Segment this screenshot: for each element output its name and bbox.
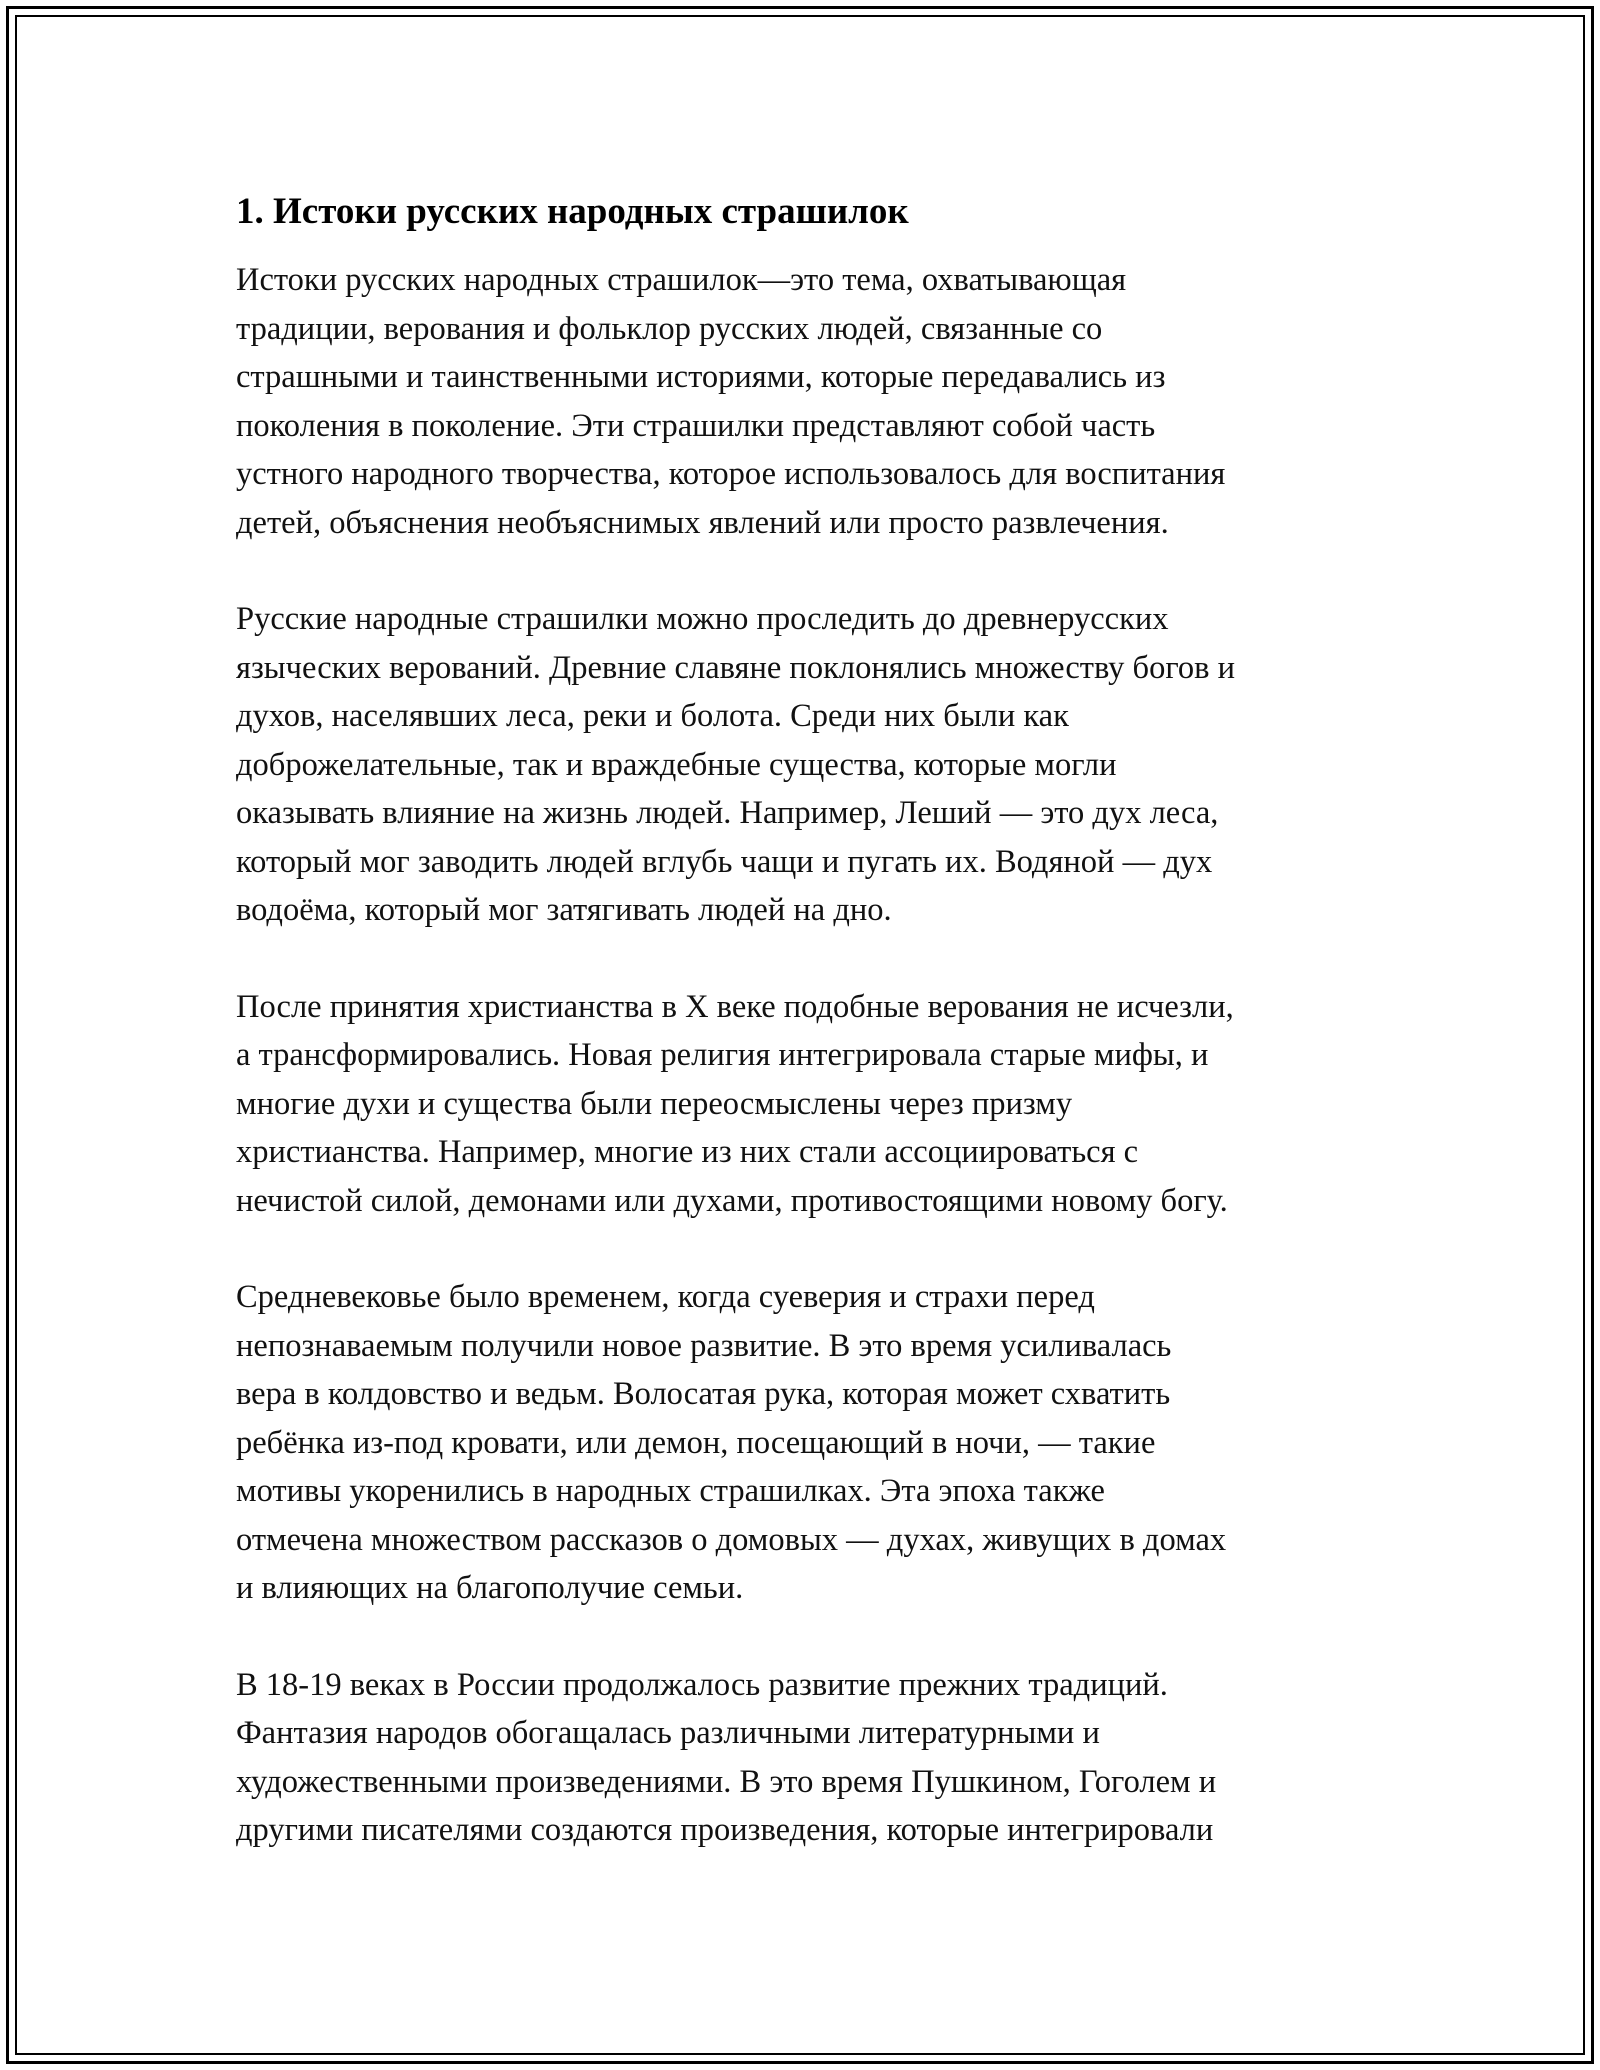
paragraph-1: Истоки русских народных страшилок—это тема, охватывающая традиции, верования и фольклор русских людей, связанные со страшными и таинственными историями, которые передавались из поколения в поколение. Эти страшилки представляют собой часть устного народного творчества, которое использовалось для воспитания детей, объяснения необъяснимых явлений или просто развлечения. [236,262,1226,541]
paragraph-5: В 18-19 веках в России продолжалось развитие прежних традиций. Фантазия народов обогащалась различными литературными и художественными произведениями. В это время Пушкином, Гоголем и другими писателями создаются произведения, которые интегрировали [236,1666,1217,1848]
section-heading: 1. Истоки русских народных страшилок [236,191,909,232]
paragraph-4: Средневековье было временем, когда суеверия и страхи перед непознаваемым получили новое развитие. В это время усиливалась вера в колдовство и ведьм. Волосатая рука, которая может схватить ребёнка из-под кровати, или демон, посещающий в ночи, — такие мотивы укоренились в народных страшилках. Эта эпоха также отмечена множеством рассказов о домовых — духах, живущих в домах и влияющих на благополучие семьи. [236,1279,1227,1606]
paragraph-2: Русские народные страшилки можно проследить до древнерусских языческих верований. Древние славяне поклонялись множеству богов и духов, населявших леса, реки и болота. Среди них были как доброжелательные, так и враждебные существа, которые могли оказывать влияние на жизнь людей. Например, Леший — это дух леса, который мог заводить людей вглубь чащи и пугать их. Водяной — дух водоёма, который мог затягивать людей на дно. [236,601,1235,928]
document-body [236,186,1376,1903]
paragraph-3: После принятия христианства в X веке подобные верования не исчезли, а трансформировались. Новая религия интегрировала старые мифы, и многие духи и существа были переосмыслены через призму христианства. Например, многие из них стали ассоциироваться с нечистой силой, демонами или духами, противостоящими новому богу. [236,988,1234,1219]
